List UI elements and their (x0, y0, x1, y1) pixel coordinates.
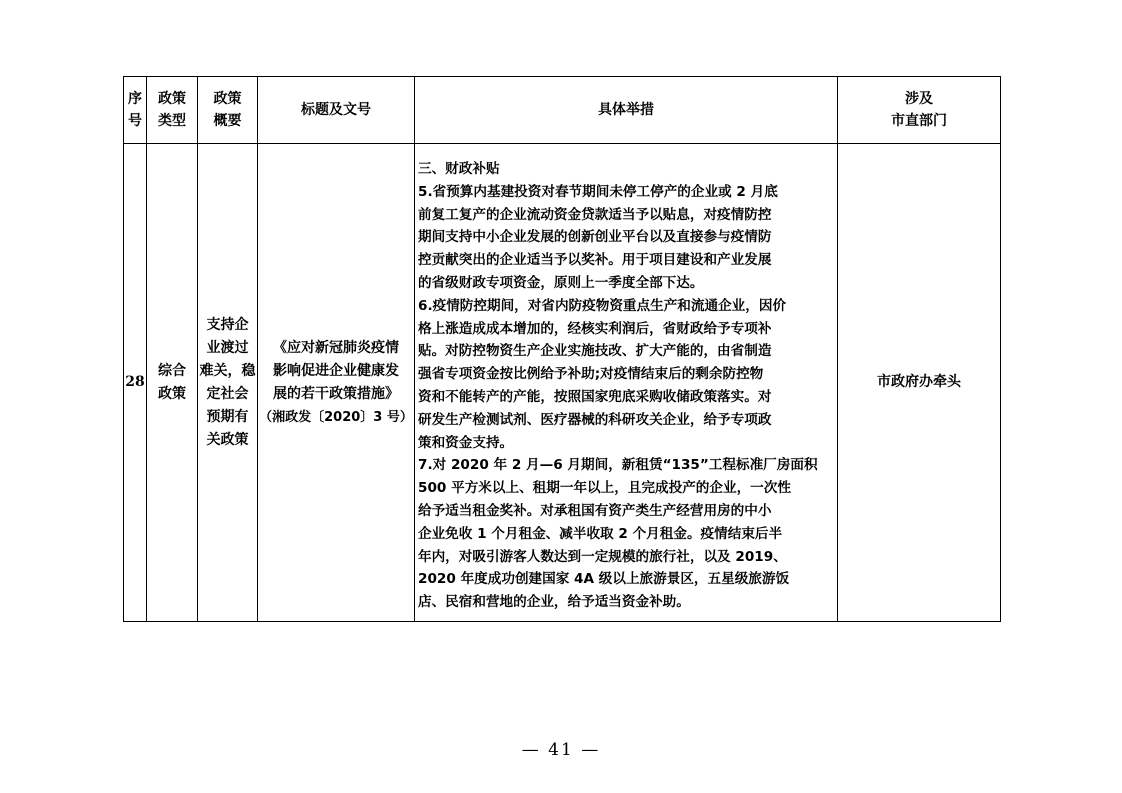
header-title: 标题及文号 (258, 77, 415, 144)
measure-line: 研发生产检测试剂、医疗器械的科研攻关企业，给予专项政 (418, 411, 772, 428)
header-policy-type: 政策 类型 (147, 77, 198, 144)
header-seq: 序 号 (124, 77, 147, 144)
measure-line: 前复工复产的企业流动资金贷款适当予以贴息，对疫情防控 (418, 206, 772, 223)
header-department: 涉及 市直部门 (838, 77, 1001, 144)
cell-policy-type: 综合 政策 (147, 144, 198, 622)
measure-line: 格上涨造成成本增加的，经核实利润后，省财政给予专项补 (418, 320, 772, 337)
measure-line: 5.省预算内基建投资对春节期间未停工停产的企业或 2 月底 (418, 183, 778, 200)
cell-measures (415, 144, 838, 622)
cell-department: 市政府办牵头 (838, 144, 1001, 622)
cell-seq: 28 (124, 144, 147, 622)
measure-line: 年内，对吸引游客人数达到一定规模的旅行社，以及 2019、 (418, 548, 787, 565)
measure-line: 期间支持中小企业发展的创新创业平台以及直接参与疫情防 (418, 229, 772, 246)
header-policy-summary: 政策 概要 (198, 77, 258, 144)
table-header-row (124, 77, 1001, 144)
measure-line: 强省专项资金按比例给予补助;对疫情结束后的剩余防控物 (418, 366, 764, 383)
measure-line: 三、财政补贴 (418, 161, 500, 177)
cell-policy-summary: 支持企 业渡过 难关，稳 定社会 预期有 关政策 (198, 144, 258, 622)
measure-line: 控贡献突出的企业适当予以奖补。用于项目建设和产业发展 (418, 252, 772, 269)
measure-line: 2020 年度成功创建国家 4A 级以上旅游景区，五星级旅游饭 (418, 571, 790, 588)
measure-line: 给予适当租金奖补。对承租国有资产类生产经营用房的中小 (418, 502, 772, 519)
measure-line: 的省级财政专项资金，原则上一季度全部下达。 (418, 274, 704, 291)
measure-line: 策和资金支持。 (418, 434, 514, 451)
measure-line: 6.疫情防控期间，对省内防疫物资重点生产和流通企业，因价 (418, 297, 787, 314)
policy-table (123, 76, 1001, 622)
cell-title: 《应对新冠肺炎疫情 影响促进企业健康发 展的若干政策措施》 （湘政发〔2020〕3 号） (258, 144, 415, 622)
page-number: — 41 — (521, 740, 601, 760)
measure-line: 500 平方米以上、租期一年以上，且完成投产的企业，一次性 (418, 480, 791, 497)
table-row (124, 144, 1001, 622)
header-measures: 具体举措 (415, 77, 838, 144)
measure-line: 7.对 2020 年 2 月—6 月期间，新租赁“135”工程标准厂房面积 (418, 457, 818, 474)
measure-line: 店、民宿和营地的企业，给予适当资金补助。 (418, 594, 690, 611)
measure-line: 资和不能转产的产能，按照国家兜底采购收储政策落实。对 (418, 388, 772, 405)
measure-line: 企业免收 1 个月租金、减半收取 2 个月租金。疫情结束后半 (418, 525, 783, 542)
measure-line: 贴。对防控物资生产企业实施技改、扩大产能的，由省制造 (418, 343, 772, 360)
